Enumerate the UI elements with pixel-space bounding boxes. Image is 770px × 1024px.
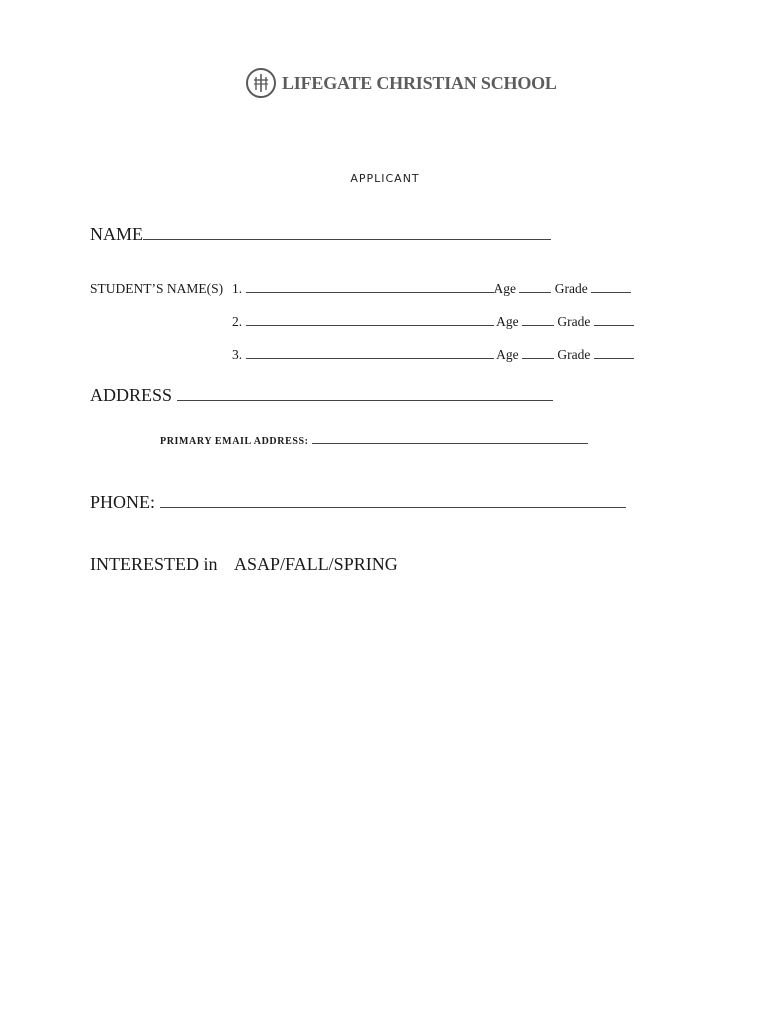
- cross-circle-icon: [246, 68, 276, 98]
- age-label: Age: [496, 314, 519, 329]
- phone-row: [90, 492, 626, 513]
- grade-label: Grade: [554, 281, 588, 296]
- student-row-1: [90, 281, 223, 297]
- interested-options: ASAP/FALL/SPRING: [234, 554, 398, 574]
- students-label: STUDENT’S NAME(S): [90, 281, 224, 296]
- student-2: [232, 314, 634, 330]
- interested-row: [90, 554, 218, 575]
- student-name-field[interactable]: [246, 324, 494, 326]
- address-label: ADDRESS: [90, 385, 173, 405]
- address-field[interactable]: [177, 399, 553, 401]
- email-row: [160, 436, 588, 447]
- student-1: [232, 281, 631, 297]
- name-field[interactable]: [143, 238, 551, 240]
- email-field[interactable]: [312, 442, 588, 444]
- age-label: Age: [496, 347, 519, 362]
- grade-field[interactable]: [594, 324, 634, 326]
- student-3: [232, 347, 634, 363]
- student-number: 1.: [232, 281, 243, 296]
- phone-field[interactable]: [160, 506, 626, 508]
- student-number: 3.: [232, 347, 243, 362]
- grade-field[interactable]: [591, 291, 631, 293]
- age-label: Age: [493, 281, 516, 296]
- student-name-field[interactable]: [246, 291, 494, 293]
- student-number: 2.: [232, 314, 243, 329]
- student-name-field[interactable]: [246, 357, 494, 359]
- age-field[interactable]: [522, 324, 554, 326]
- grade-field[interactable]: [594, 357, 634, 359]
- age-field[interactable]: [522, 357, 554, 359]
- name-row: [90, 224, 551, 245]
- grade-label: Grade: [557, 347, 591, 362]
- interested-label: INTERESTED in: [90, 554, 218, 574]
- email-label: PRIMARY EMAIL ADDRESS:: [160, 436, 309, 447]
- phone-label: PHONE:: [90, 492, 156, 512]
- school-name: LIFEGATE CHRISTIAN SCHOOL: [282, 72, 557, 93]
- school-logo: [246, 68, 557, 98]
- age-field[interactable]: [519, 291, 551, 293]
- name-label: NAME: [90, 224, 143, 244]
- form-title: APPLICANT: [350, 172, 420, 185]
- address-row: [90, 385, 553, 406]
- grade-label: Grade: [557, 314, 591, 329]
